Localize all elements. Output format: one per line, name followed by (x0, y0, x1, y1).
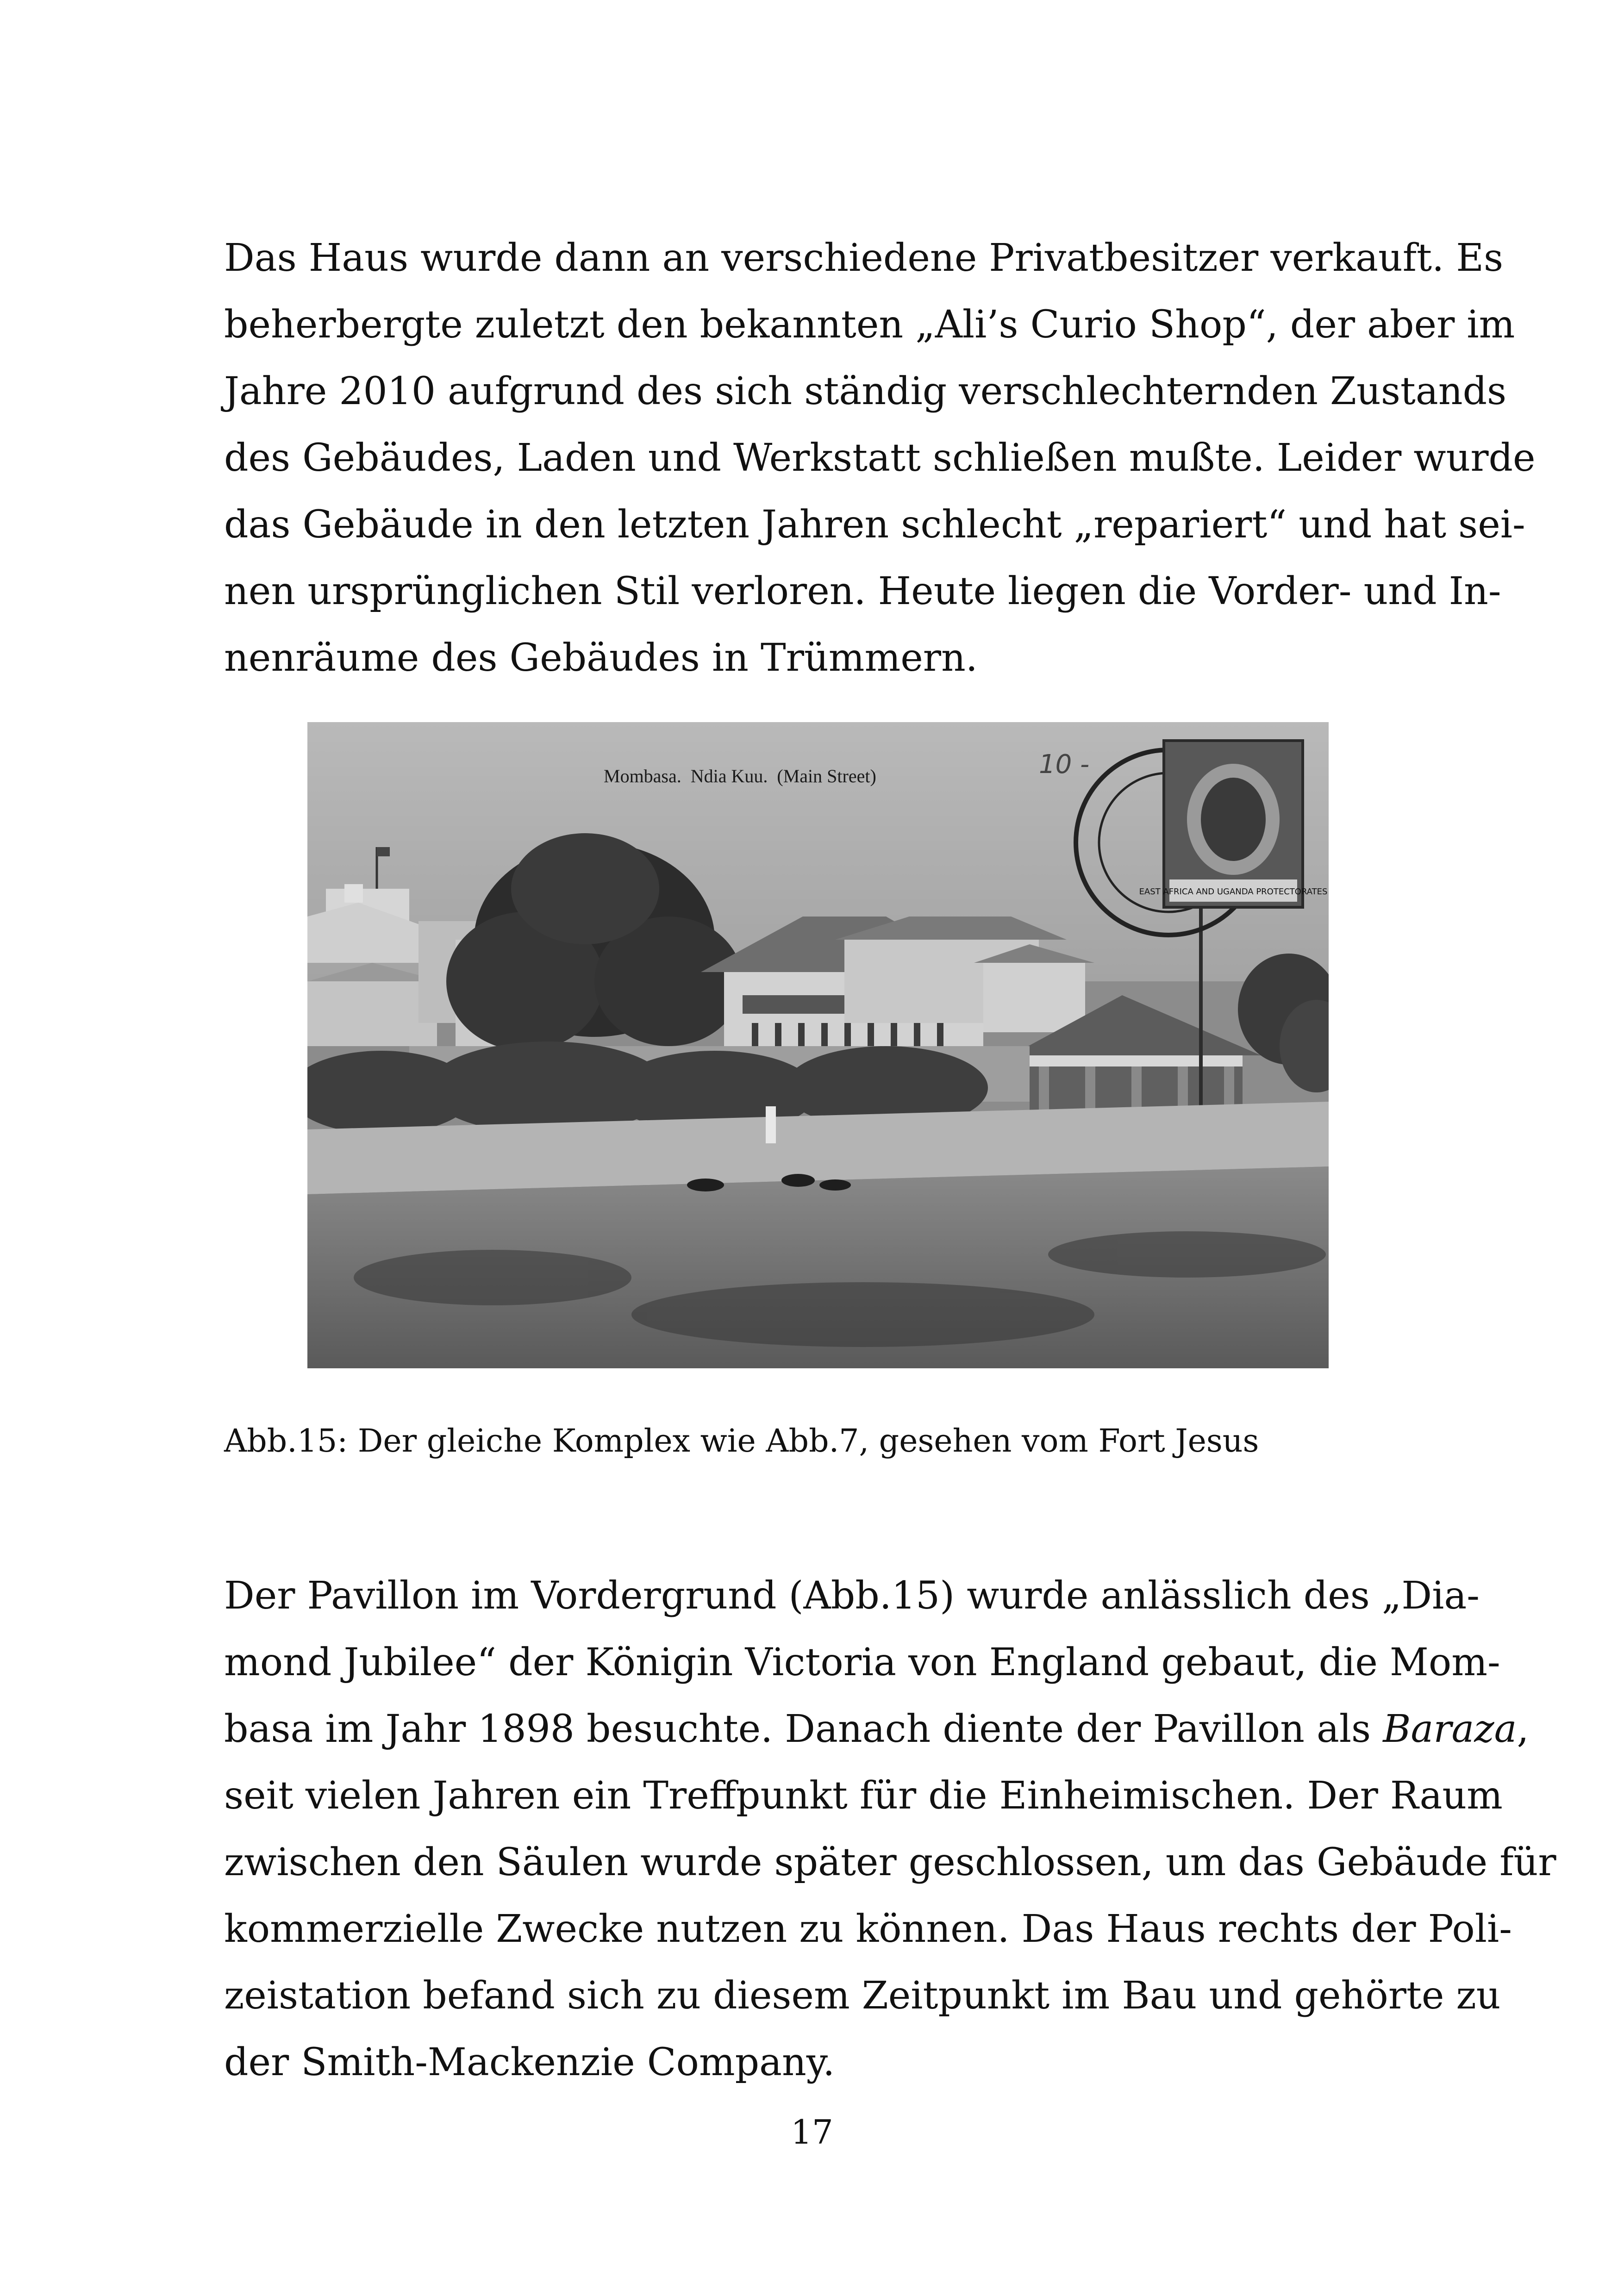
paragraph-line: des Gebäudes, Laden und Werkstatt schließen mußte. Leider wurde (224, 436, 1536, 480)
italic-term: Baraza (1383, 1707, 1517, 1751)
stamp-text: EAST AFRICA AND UGANDA PROTECTORATES (1139, 887, 1328, 897)
paragraph-1 (224, 225, 1536, 692)
postcard-illustration (307, 722, 1329, 1368)
page-number: 17 (791, 2113, 833, 2152)
paragraph-line: mond Jubilee“ der Königin Victoria von England gebaut, die Mom- (224, 1640, 1500, 1684)
paragraph-line: beherbergte zuletzt den bekannten „Ali’s Curio Shop“, der aber im (224, 303, 1515, 347)
paragraph-line: seit vielen Jahren ein Treffpunkt für die Einheimischen. Der Raum (224, 1774, 1503, 1818)
paragraph-line: Der Pavillon im Vordergrund (Abb.15) wurde anlässlich des „Dia- (224, 1574, 1480, 1618)
paragraph-line: Das Haus wurde dann an verschiedene Privatbesitzer verkauft. Es (224, 236, 1504, 280)
postcard-title: Mombasa. Ndia Kuu. (Main Street) (604, 766, 876, 786)
paragraph-line: das Gebäude in den letzten Jahren schlecht „repariert“ und hat sei- (224, 503, 1525, 547)
paragraph-line: Jahre 2010 aufgrund des sich ständig verschlechternden Zustands (224, 369, 1507, 413)
paragraph-line: zwischen den Säulen wurde später geschlossen, um das Gebäude für (224, 1840, 1556, 1884)
paragraph-2 (224, 1563, 1556, 2096)
paragraph-line: zeistation befand sich zu diesem Zeitpunkt im Bau und gehörte zu (224, 1974, 1501, 2018)
paragraph-line: der Smith-Mackenzie Company. (224, 2040, 835, 2084)
paragraph-line: kommerzielle Zwecke nutzen zu können. Das Haus rechts der Poli- (224, 1907, 1512, 1951)
right-trees (1238, 954, 1329, 1092)
paragraph-line: nenräume des Gebäudes in Trümmern. (224, 636, 978, 680)
paragraph-line: nen ursprünglichen Stil verloren. Heute liegen die Vorder- und In- (224, 569, 1501, 613)
figure-caption: Abb.15: Der gleiche Komplex wie Abb.7, gesehen vom Fort Jesus (224, 1423, 1259, 1459)
paragraph-line (224, 1696, 1529, 1763)
line-text: basa im Jahr 1898 besuchte. Danach diente der Pavillon als (224, 1707, 1383, 1751)
postcard-photo (307, 722, 1329, 1368)
line-text: , (1517, 1707, 1529, 1751)
handwritten-note: 10 - (1039, 749, 1090, 780)
person (766, 1106, 776, 1143)
stamp (1139, 741, 1328, 907)
